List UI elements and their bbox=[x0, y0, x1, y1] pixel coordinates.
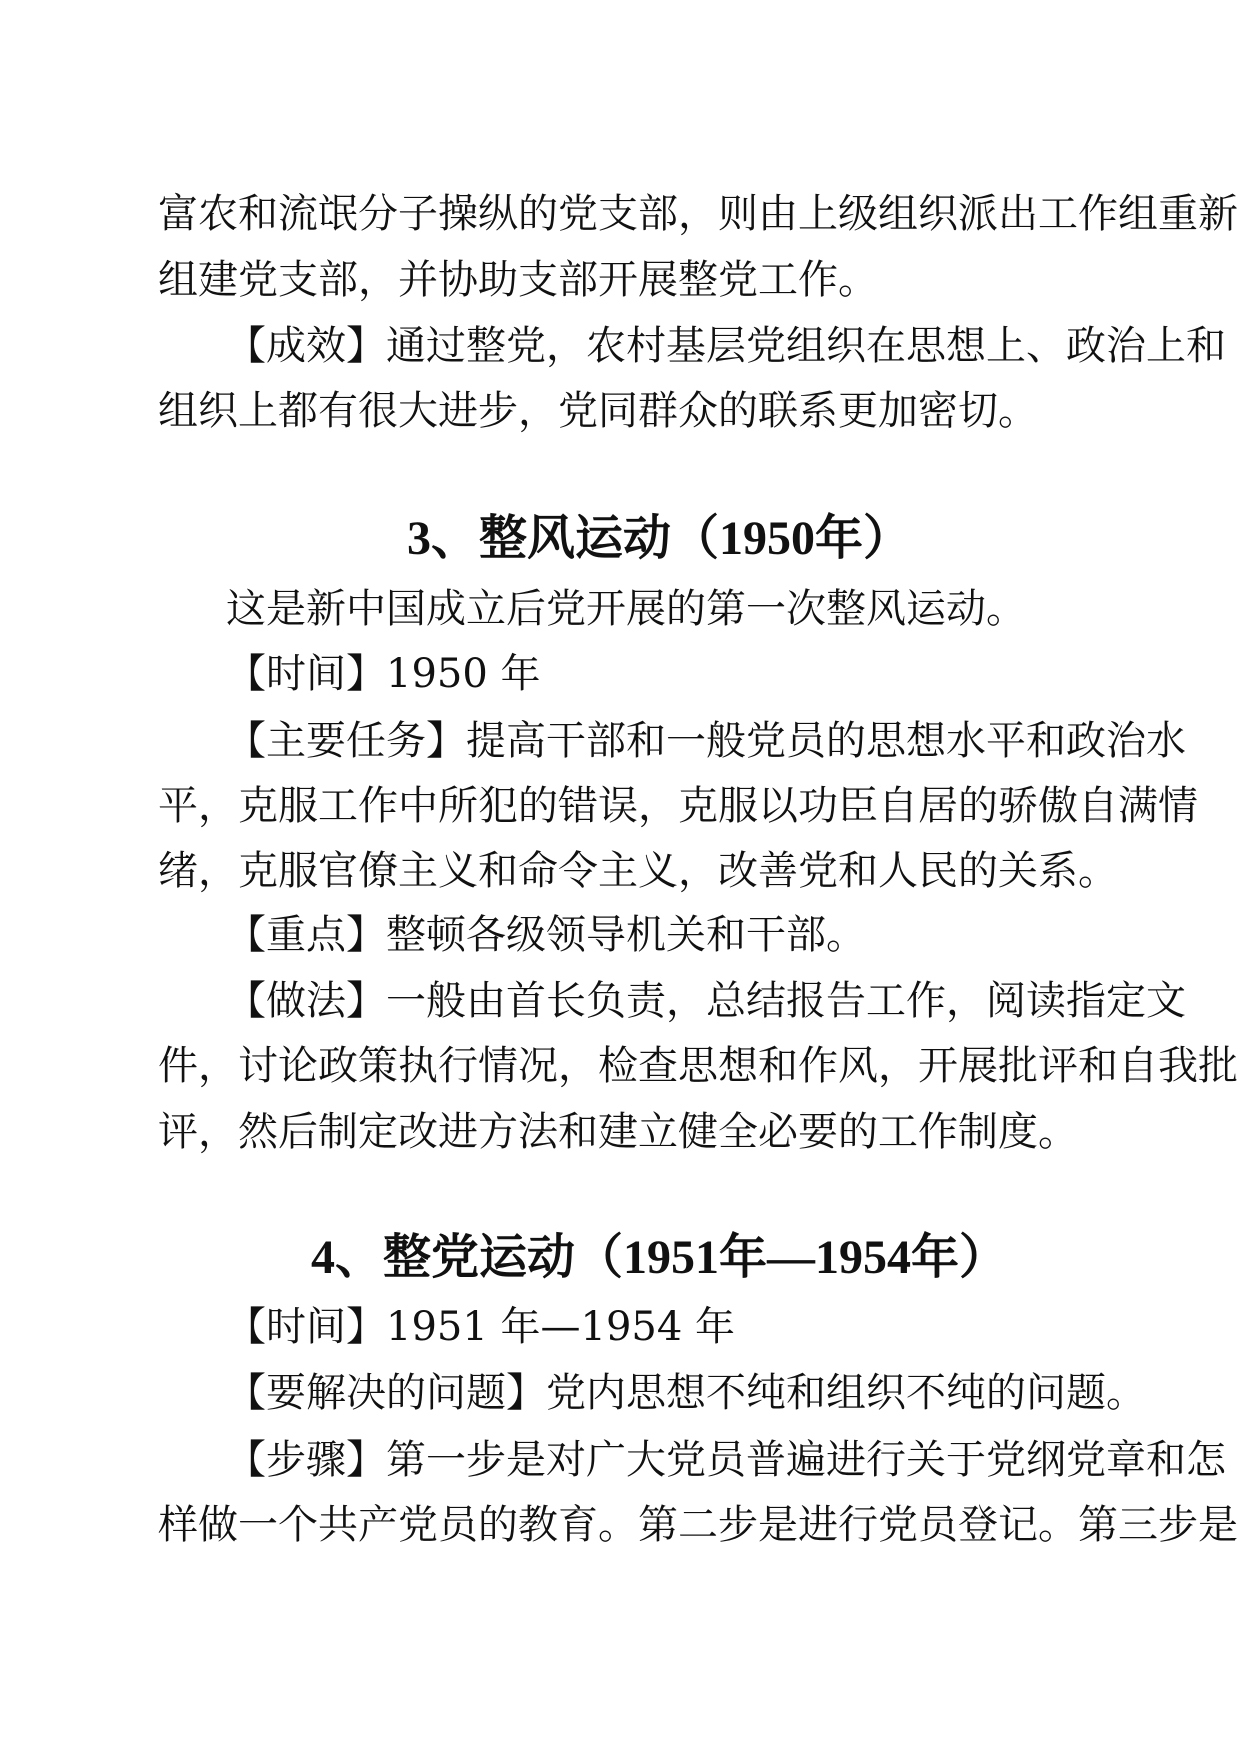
paragraph-line: 【主要任务】提高干部和一般党员的思想水平和政治水 bbox=[226, 718, 1186, 764]
paragraph-line: 绪，克服官僚主义和命令主义，改善党和人民的关系。 bbox=[158, 848, 1118, 894]
paragraph-line: 【时间】1950 年 bbox=[226, 651, 541, 697]
paragraph-line: 组建党支部，并协助支部开展整党工作。 bbox=[158, 257, 878, 303]
paragraph-line: 组织上都有很大进步，党同群众的联系更加密切。 bbox=[158, 388, 1038, 434]
paragraph-line: 【做法】一般由首长负责，总结报告工作，阅读指定文 bbox=[226, 978, 1186, 1024]
paragraph-line: 【成效】通过整党，农村基层党组织在思想上、政治上和 bbox=[226, 323, 1226, 369]
paragraph-line: 【时间】1951 年—1954 年 bbox=[226, 1304, 736, 1350]
paragraph-line: 平，克服工作中所犯的错误，克服以功臣自居的骄傲自满情 bbox=[158, 783, 1198, 829]
paragraph-line: 评，然后制定改进方法和建立健全必要的工作制度。 bbox=[158, 1109, 1078, 1155]
paragraph-line: 件，讨论政策执行情况，检查思想和作风，开展批评和自我批 bbox=[158, 1043, 1238, 1089]
paragraph-line: 样做一个共产党员的教育。第二步是进行党员登记。第三步是 bbox=[158, 1502, 1238, 1548]
section-4-heading: 4、整党运动（1951年—1954年） bbox=[310, 1231, 1007, 1284]
section-3-heading: 3、整风运动（1950年） bbox=[406, 512, 911, 565]
paragraph-line: 【要解决的问题】党内思想不纯和组织不纯的问题。 bbox=[226, 1370, 1146, 1416]
paragraph-line: 这是新中国成立后党开展的第一次整风运动。 bbox=[226, 586, 1026, 632]
paragraph-line: 富农和流氓分子操纵的党支部，则由上级组织派出工作组重新 bbox=[158, 191, 1238, 237]
paragraph-line: 【重点】整顿各级领导机关和干部。 bbox=[226, 912, 866, 958]
paragraph-line: 【步骤】第一步是对广大党员普遍进行关于党纲党章和怎 bbox=[226, 1437, 1226, 1483]
